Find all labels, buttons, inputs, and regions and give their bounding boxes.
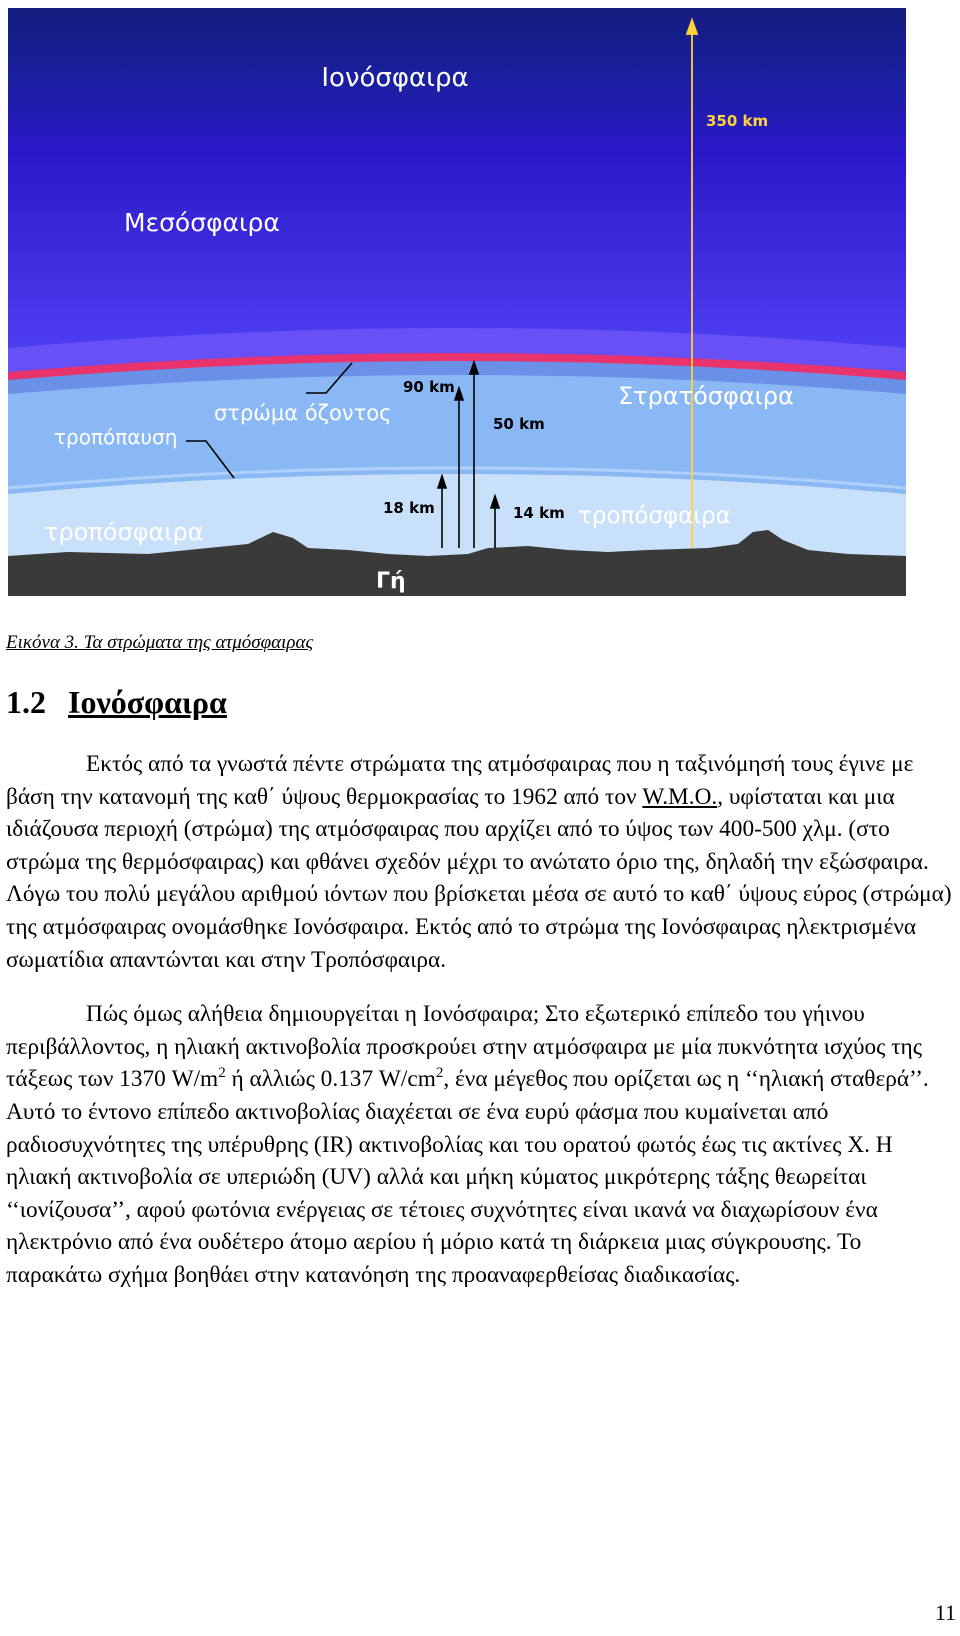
paragraph-1-text-b: , υφίσταται και μια ιδιάζουσα περιοχή (στρώμα) της ατμόσφαιρας που αρχίζει από το ύψος των 400-500 χλμ. (στο στρώμα της θερμόσφαιρας) και φθάνει σχεδόν μέχρι το ανώτατο όριο της, δηλαδή την εξώσφαιρα. Λόγω του πολύ μεγάλου αριθμού ιόντων που βρίσκεται μέσα σε αυτό το καθ΄ ύψους εύρος (στρώμα) της ατμόσφαιρας ονομάσθηκε Ιονόσφαιρα. Εκτός από το στρώμα της Ιονόσφαιρας ηλεκτρισμένα σωματίδια απαντώνται και στην Τροπόσφαιρα. (6, 783, 952, 973)
section-title: Ιονόσφαιρα (68, 684, 227, 720)
paragraph-2-text-b: ή αλλιώς 0.137 W/cm (225, 1066, 436, 1093)
label-350km: 350 km (706, 112, 769, 130)
label-ionosphere: Ιονόσφαιρα (321, 63, 469, 93)
label-earth: Γή (376, 569, 406, 594)
label-troposphere-right: τροπόσφαιρα (578, 503, 731, 529)
paragraph-1-text-a: Εκτός από τα γνωστά πέντε στρώματα της ατμόσφαιρας που η ταξινόμησή τους έγινε με βάση την κατανομή της καθ΄ ύψους θερμοκρασίας το 1962 από τον (6, 751, 914, 810)
label-50km: 50 km (493, 415, 545, 433)
label-90km: 90 km (403, 378, 455, 396)
label-ozone-layer: στρώμα όζοντος (214, 401, 392, 425)
paragraph-2-text-c: , ένα μέγεθος που ορίζεται ως η ‘‘ηλιακή σταθερά’’. Αυτό το έντονο επίπεδο ακτινοβολίας διαχέεται σε ένα ευρύ φάσμα που κυμαίνεται από ραδιοσυχνότητες της υπέρυθρης (IR) ακτινοβολίας και του ορατού φωτός έως τις ακτίνες X. Η ηλιακή ακτινοβολία σε υπεριώδη (UV) αλλά και μήκη κύματος μικρότερης τάξης θεωρείται ‘‘ιονίζουσα’’, αφού φωτόνια ενέργειας σε τέτοιες συχνότητες είναι ικανά να διαχωρίσουν ένα ηλεκτρόνιο από ένα ουδέτερο άτομο αερίου ή μόριο κατά τη διάρκεια μιας σύγκρουσης. Το παρακάτω σχήμα βοηθάει στην κατανόηση της προαναφερθείσας διαδικασίας. (6, 1066, 929, 1288)
label-tropopause: τροπόπαυση (54, 425, 178, 449)
page-number: 11 (934, 1600, 956, 1625)
label-18km: 18 km (383, 499, 435, 517)
atmosphere-layers-figure (8, 8, 906, 596)
paragraph-2 (6, 998, 954, 1291)
section-heading (6, 686, 227, 718)
label-mesosphere: Μεσόσφαιρα (124, 208, 280, 237)
paragraph-1 (6, 748, 954, 976)
label-troposphere-left: τροπόσφαιρα (44, 518, 204, 546)
label-stratosphere: Στρατόσφαιρα (618, 382, 794, 410)
section-number: 1.2 (6, 684, 46, 720)
superscript-2: 2 (435, 1065, 444, 1082)
body-text (6, 748, 954, 1292)
wmo-link[interactable]: W.M.O. (642, 783, 718, 810)
paragraph-2-text-a: Πώς όμως αλήθεια δημιουργείται η Ιονόσφαιρα; Στο εξωτερικό επίπεδο του γήινου περιβάλλοντος, η ηλιακή ακτινοβολία προσκρούει στην ατμόσφαιρα με μία πυκνότητα ισχύος της τάξεως των 1370 W/m (6, 1001, 922, 1093)
figure-caption: Εικόνα 3. Τα στρώματα της ατμόσφαιρας (6, 632, 314, 653)
superscript-1: 2 (218, 1065, 226, 1082)
label-14km: 14 km (513, 504, 565, 522)
